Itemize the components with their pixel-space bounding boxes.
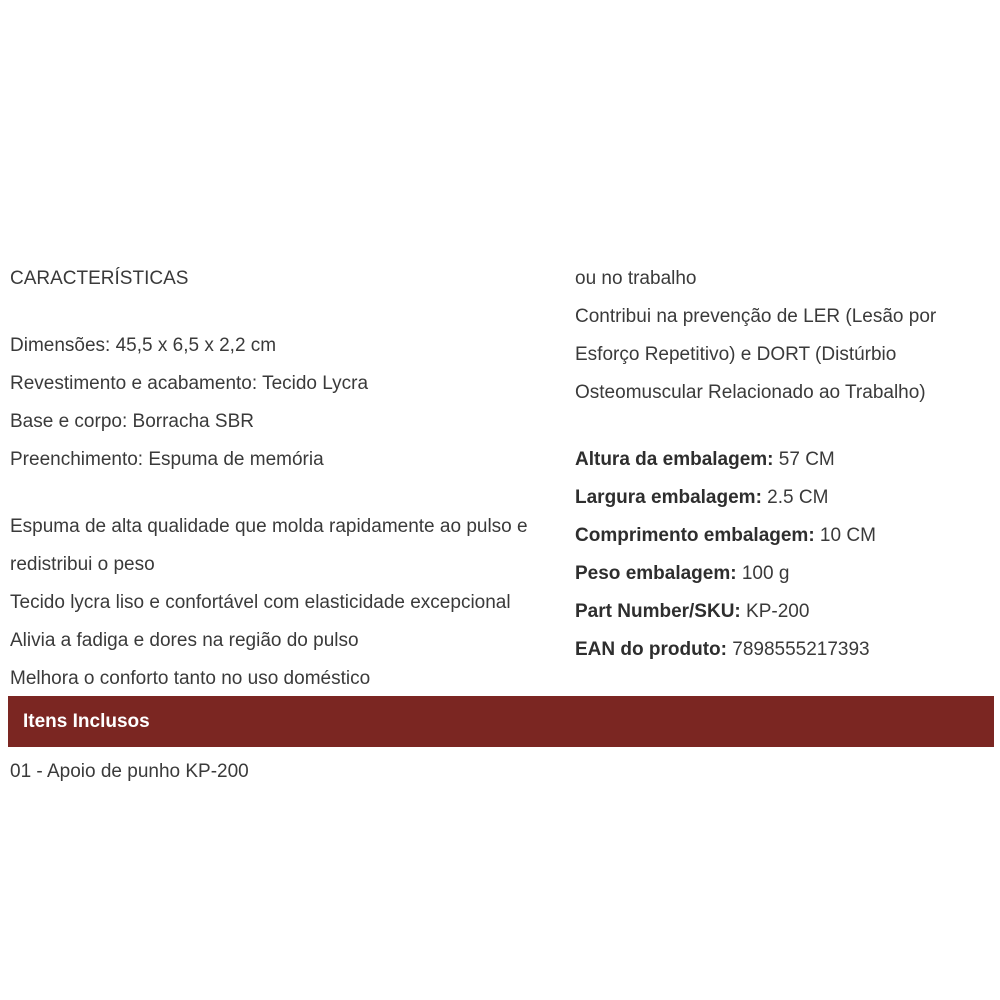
characteristics-heading: CARACTERÍSTICAS bbox=[10, 268, 189, 289]
ean-code bbox=[575, 631, 985, 669]
feature-line: Osteomuscular Relacionado ao Trabalho) bbox=[575, 382, 926, 403]
spec-filling: Preenchimento: Espuma de memória bbox=[10, 449, 324, 470]
included-items-banner: Itens Inclusos bbox=[8, 696, 994, 747]
feature-line: Contribui na prevenção de LER (Lesão por bbox=[575, 306, 937, 327]
feature-line: Tecido lycra liso e confortável com elasticidade excepcional bbox=[10, 592, 511, 613]
spec-dimensions: Dimensões: 45,5 x 6,5 x 2,2 cm bbox=[10, 335, 277, 356]
package-weight bbox=[575, 555, 985, 593]
feature-line: redistribui o peso bbox=[10, 554, 155, 575]
feature-line: Esforço Repetitivo) e DORT (Distúrbio bbox=[575, 344, 897, 365]
spec-base: Base e corpo: Borracha SBR bbox=[10, 411, 254, 432]
spec-label: Largura embalagem: bbox=[575, 487, 762, 508]
spec-value: 57 CM bbox=[773, 449, 835, 470]
spec-label: Part Number/SKU: bbox=[575, 601, 741, 622]
part-number bbox=[575, 593, 985, 631]
spec-coating: Revestimento e acabamento: Tecido Lycra bbox=[10, 373, 369, 394]
spec-label: EAN do produto: bbox=[575, 639, 727, 660]
spec-value: 7898555217393 bbox=[726, 639, 870, 660]
spec-value: 10 CM bbox=[814, 525, 876, 546]
spec-value: KP-200 bbox=[740, 601, 810, 622]
spec-label: Peso embalagem: bbox=[575, 563, 737, 584]
characteristics-column bbox=[10, 260, 555, 698]
spec-value: 100 g bbox=[736, 563, 790, 584]
package-width bbox=[575, 479, 985, 517]
spec-label: Altura da embalagem: bbox=[575, 449, 774, 470]
package-length bbox=[575, 517, 985, 555]
feature-line: Alivia a fadiga e dores na região do pulso bbox=[10, 630, 359, 651]
spec-value: 2.5 CM bbox=[761, 487, 829, 508]
feature-line: Espuma de alta qualidade que molda rapidamente ao pulso e bbox=[10, 516, 528, 537]
feature-line: ou no trabalho bbox=[575, 268, 697, 289]
package-height bbox=[575, 441, 985, 479]
spec-label: Comprimento embalagem: bbox=[575, 525, 815, 546]
included-item: 01 - Apoio de punho KP-200 bbox=[10, 761, 249, 782]
package-column bbox=[575, 260, 985, 669]
feature-line: Melhora o conforto tanto no uso doméstico bbox=[10, 668, 371, 689]
